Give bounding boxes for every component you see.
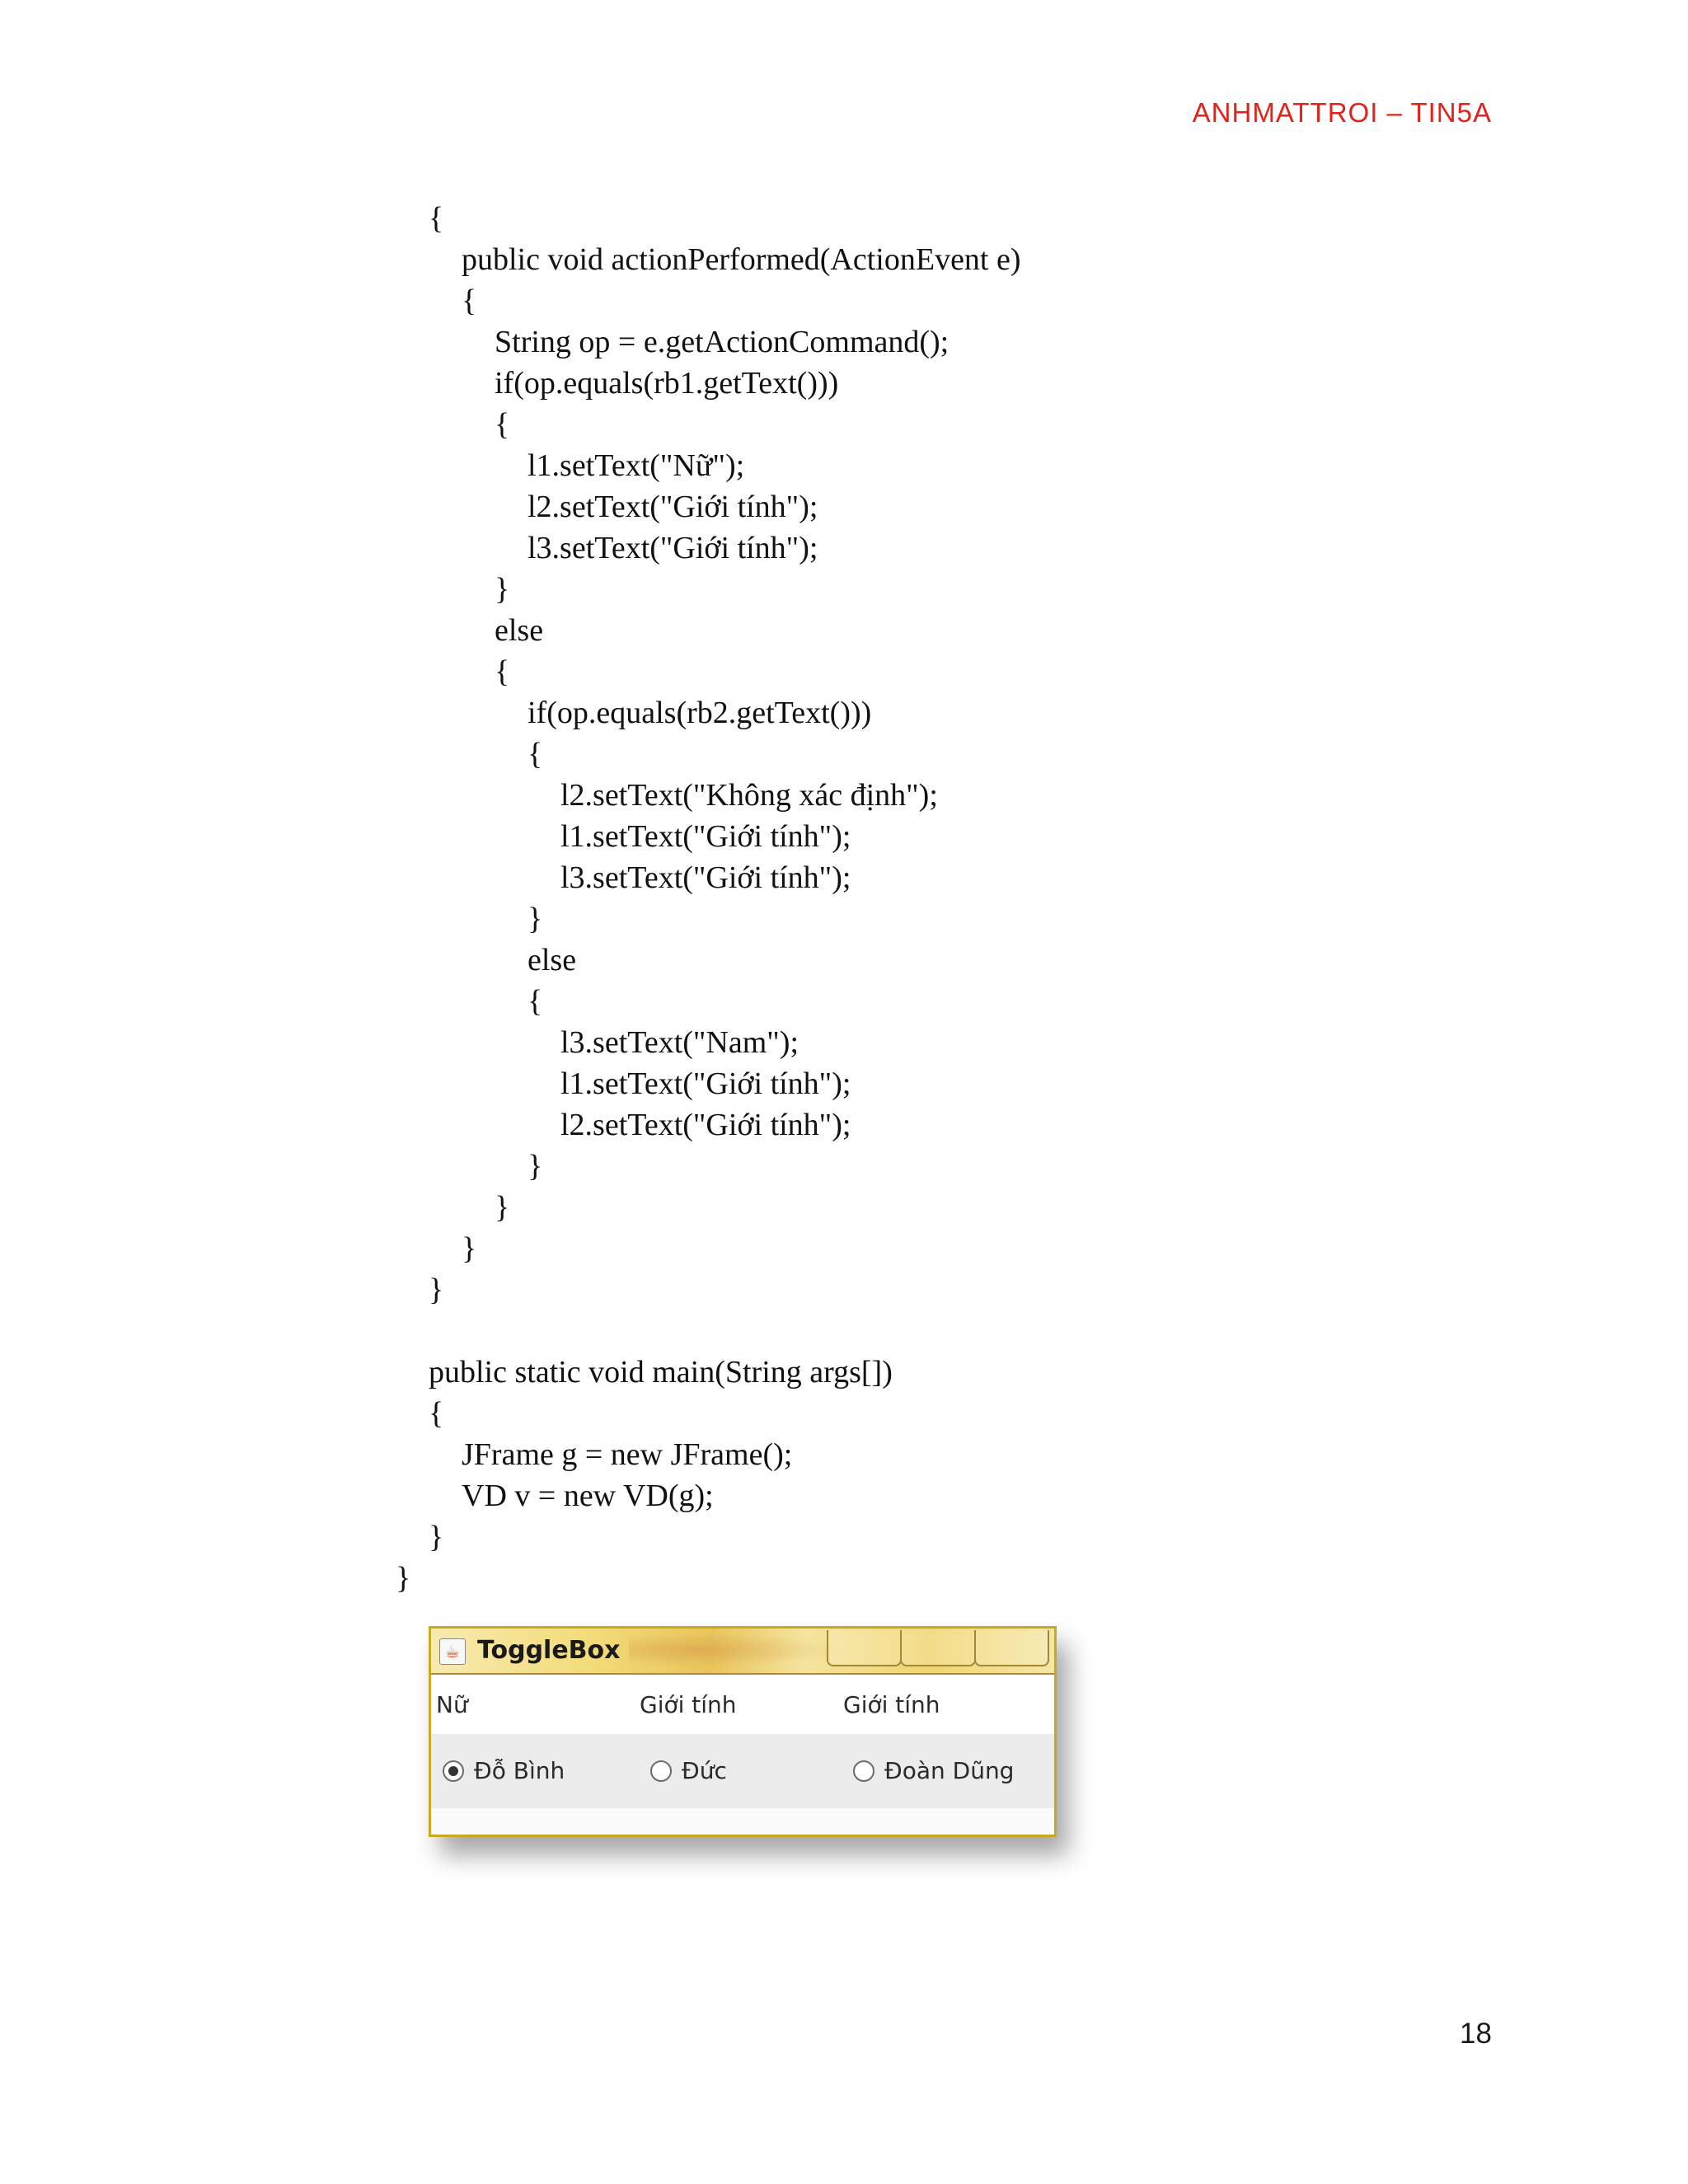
radio-circle[interactable] <box>650 1760 672 1782</box>
code-line: { <box>528 984 543 1019</box>
code-line: } <box>396 1561 411 1596</box>
code-line: { <box>495 654 510 689</box>
code-line: } <box>495 1190 510 1225</box>
java-icon: ☕ <box>439 1638 466 1665</box>
maximize-button[interactable] <box>900 1630 975 1666</box>
window-content <box>431 1675 1054 1835</box>
close-button[interactable] <box>974 1630 1049 1666</box>
code-line: { <box>495 407 510 442</box>
code-line: l2.setText("Giới tính"); <box>560 1108 851 1142</box>
radio-circle[interactable] <box>853 1760 874 1782</box>
code-line: } <box>462 1231 477 1266</box>
code-line: if(op.equals(rb1.getText())) <box>495 366 839 401</box>
code-line: l1.setText("Giới tính"); <box>560 1066 851 1101</box>
togglebox-window <box>429 1626 1057 1837</box>
code-line: l2.setText("Không xác định"); <box>560 778 938 813</box>
label-l1: Nữ <box>436 1691 468 1718</box>
label-l3: Giới tính <box>843 1691 940 1718</box>
code-line: String op = e.getActionCommand(); <box>495 325 950 359</box>
code-line: { <box>462 284 477 318</box>
code-line: l3.setText("Nam"); <box>560 1025 799 1060</box>
radio-rb3[interactable] <box>853 1757 1014 1784</box>
code-line: { <box>429 1396 444 1431</box>
label-l2: Giới tính <box>640 1691 737 1718</box>
radio-circle[interactable] <box>443 1760 464 1782</box>
radio-rb1[interactable] <box>443 1757 565 1784</box>
minimize-button[interactable] <box>827 1630 902 1666</box>
radio-row <box>431 1734 1054 1808</box>
radio-rb2[interactable] <box>650 1757 727 1784</box>
radio-label: Đoàn Dũng <box>884 1757 1015 1784</box>
code-line: else <box>495 613 544 648</box>
code-line: } <box>495 572 510 607</box>
code-block <box>396 198 1021 1599</box>
code-line: l1.setText("Nữ"); <box>528 448 745 483</box>
code-line: } <box>528 1149 543 1183</box>
code-line: } <box>429 1520 444 1554</box>
code-line: public void actionPerformed(ActionEvent e) <box>462 242 1021 277</box>
window-title: ToggleBox <box>477 1636 621 1665</box>
radio-label: Đỗ Bình <box>474 1757 565 1784</box>
code-line: { <box>429 201 444 236</box>
window-controls <box>828 1630 1049 1666</box>
code-line: l1.setText("Giới tính"); <box>560 819 851 854</box>
code-line: } <box>429 1272 444 1307</box>
code-line: l3.setText("Giới tính"); <box>560 860 851 895</box>
code-line: else <box>528 943 577 977</box>
code-line: } <box>528 902 543 936</box>
page-header: ANHMATTROI – TIN5A <box>1192 97 1492 128</box>
code-line: l3.setText("Giới tính"); <box>528 531 818 565</box>
window-titlebar <box>431 1629 1054 1675</box>
code-line: public static void main(String args[]) <box>429 1355 893 1390</box>
code-line: if(op.equals(rb2.getText())) <box>528 696 872 730</box>
code-line: l2.setText("Giới tính"); <box>528 490 818 524</box>
radio-label: Đức <box>682 1757 727 1784</box>
code-line: { <box>528 737 543 771</box>
page-number: 18 <box>1460 2018 1492 2050</box>
code-line: VD v = new VD(g); <box>462 1479 714 1513</box>
code-line <box>396 1310 1021 1352</box>
code-line: JFrame g = new JFrame(); <box>462 1437 793 1472</box>
label-row <box>431 1675 1054 1734</box>
